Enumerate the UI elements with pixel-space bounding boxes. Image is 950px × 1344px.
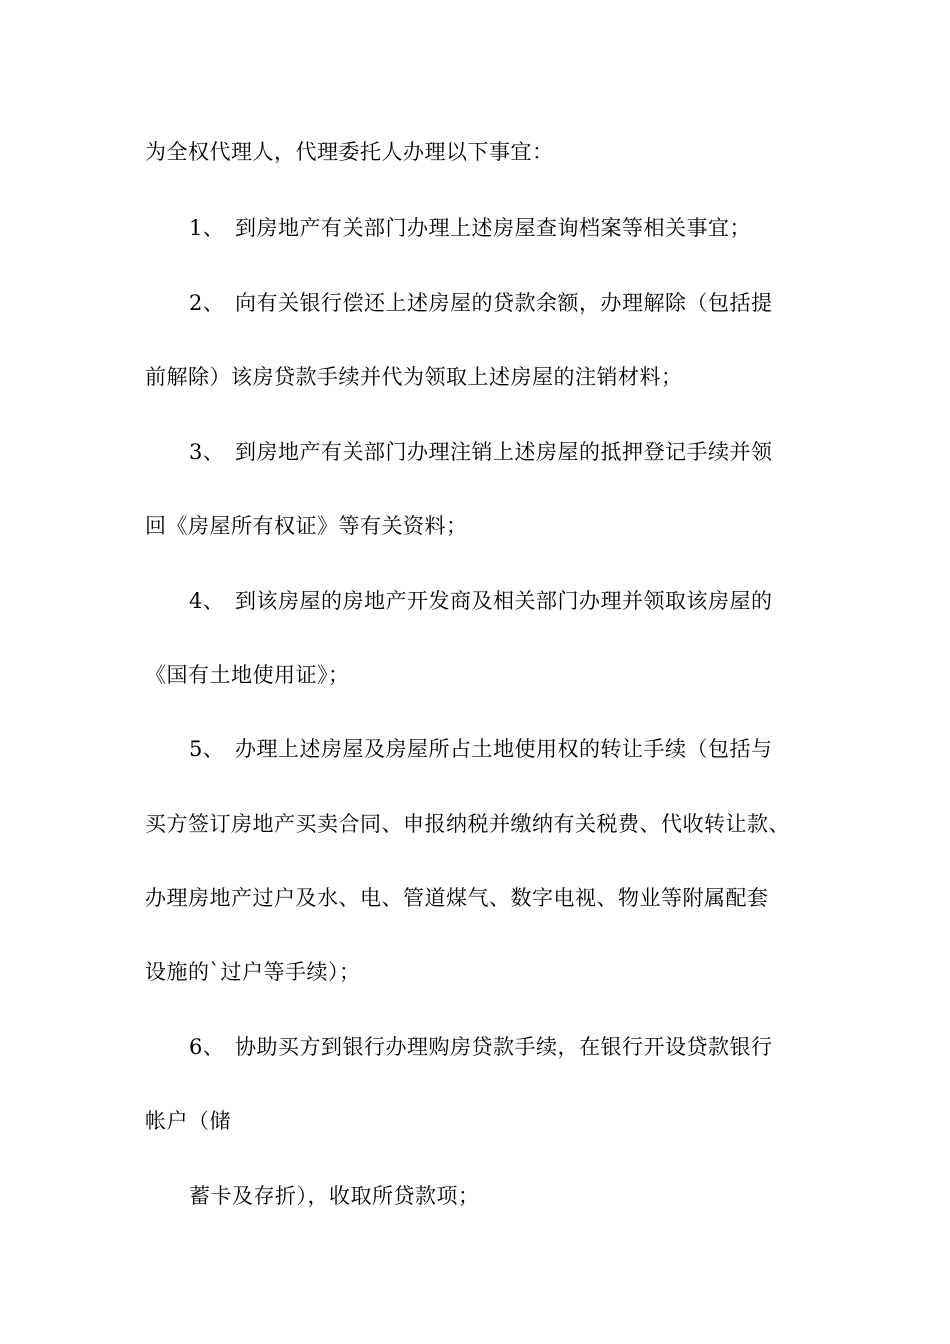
item-5-continuation: 买方签订房地产买卖合同、申报纳税并缴纳有关税费、代收转让款、 [145, 812, 790, 836]
item-5 [189, 734, 773, 764]
item-number: 3、 [189, 440, 225, 464]
item-text: 到该房屋的房地产开发商及相关部门办理并领取该房屋的 [235, 589, 773, 613]
item-4-continuation: 《国有土地使用证》； [145, 663, 350, 687]
item-4 [189, 586, 773, 616]
item-2 [189, 288, 773, 318]
item-3 [189, 437, 773, 467]
item-5-continuation: 设施的`过户等手续）； [145, 960, 361, 984]
item-6 [189, 1032, 773, 1062]
item-text: 协助买方到银行办理购房贷款手续，在银行开设贷款银行 [235, 1035, 773, 1059]
item-6-continuation: 帐户（储 [145, 1109, 231, 1133]
item-2-continuation: 前解除）该房贷款手续并代为领取上述房屋的注销材料； [145, 365, 683, 389]
item-number: 1、 [189, 216, 225, 240]
item-5-continuation: 办理房地产过户及水、电、管道煤气、数字电视、物业等附属配套 [145, 886, 769, 910]
item-text: 办理上述房屋及房屋所占土地使用权的转让手续（包括与 [235, 737, 773, 761]
item-number: 4、 [189, 589, 225, 613]
item-1 [189, 213, 751, 243]
item-text: 向有关银行偿还上述房屋的贷款余额，办理解除（包括提 [235, 291, 773, 315]
intro-line: 为全权代理人，代理委托人办理以下事宜： [145, 140, 554, 164]
item-text: 到房地产有关部门办理上述房屋查询档案等相关事宜； [235, 216, 751, 240]
item-text: 到房地产有关部门办理注销上述房屋的抵押登记手续并领 [235, 440, 773, 464]
item-6-continuation: 蓄卡及存折），收取所贷款项； [189, 1184, 480, 1208]
item-3-continuation: 回《房屋所有权证》等有关资料； [145, 514, 468, 538]
item-number: 6、 [189, 1035, 225, 1059]
item-number: 5、 [189, 737, 225, 761]
item-number: 2、 [189, 291, 225, 315]
